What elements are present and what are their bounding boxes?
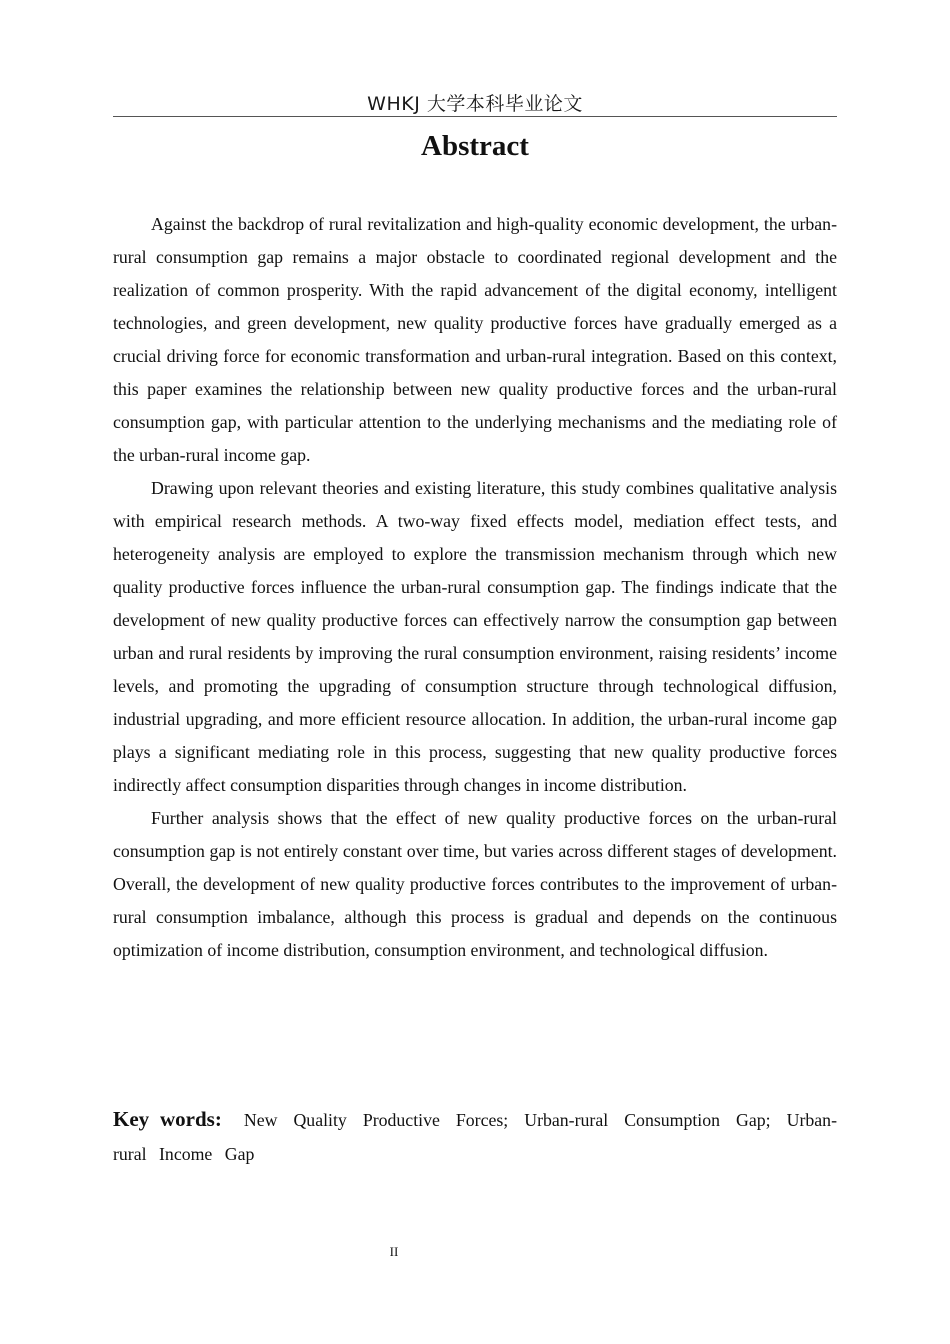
keywords-block	[113, 1102, 837, 1171]
abstract-body	[113, 208, 837, 967]
running-header: WHKJ 大学本科毕业论文	[367, 93, 583, 115]
abstract-paragraph-1: Against the backdrop of rural revitalization and high-quality economic development, the urban-rural consumption gap remains a major obstacle to coordinated regional development and the realization of common prosperity. With the rapid advancement of the digital economy, intelligent technologies, and green development, new quality productive forces have gradually emerged as a crucial driving force for economic transformation and urban-rural integration. Based on this context, this paper examines the relationship between new quality productive forces and the urban-rural consumption gap, with particular attention to the underlying mechanisms and the mediating role of the urban-rural income gap.	[113, 214, 837, 465]
abstract-title: Abstract	[421, 130, 529, 162]
keywords-text: New Quality Productive Forces; Urban-rural Consumption Gap; Urban-rural Income Gap	[113, 1110, 837, 1164]
abstract-paragraph-3: Further analysis shows that the effect of new quality productive forces on the urban-rural consumption gap is not entirely constant over time, but varies across different stages of development. Overall, the development of new quality productive forces contributes to the improvement of urban-rural consumption imbalance, although this process is gradual and depends on the continuous optimization of income distribution, consumption environment, and technological diffusion.	[113, 808, 837, 960]
header-rule	[113, 116, 837, 117]
abstract-paragraph-2: Drawing upon relevant theories and existing literature, this study combines qualitative analysis with empirical research methods. A two-way fixed effects model, mediation effect tests, and heterogeneity analysis are employed to explore the transmission mechanism through which new quality productive forces influence the urban-rural consumption gap. The findings indicate that the development of new quality productive forces can effectively narrow the consumption gap between urban and rural residents by improving the rural consumption environment, raising residents’ income levels, and promoting the upgrading of consumption structure through technological diffusion, industrial upgrading, and more efficient resource allocation. In addition, the urban-rural income gap plays a significant mediating role in this process, suggesting that new quality productive forces indirectly affect consumption disparities through changes in income distribution.	[113, 478, 837, 795]
page-number: II	[389, 1244, 399, 1259]
keywords-label: Key words:	[113, 1107, 222, 1131]
